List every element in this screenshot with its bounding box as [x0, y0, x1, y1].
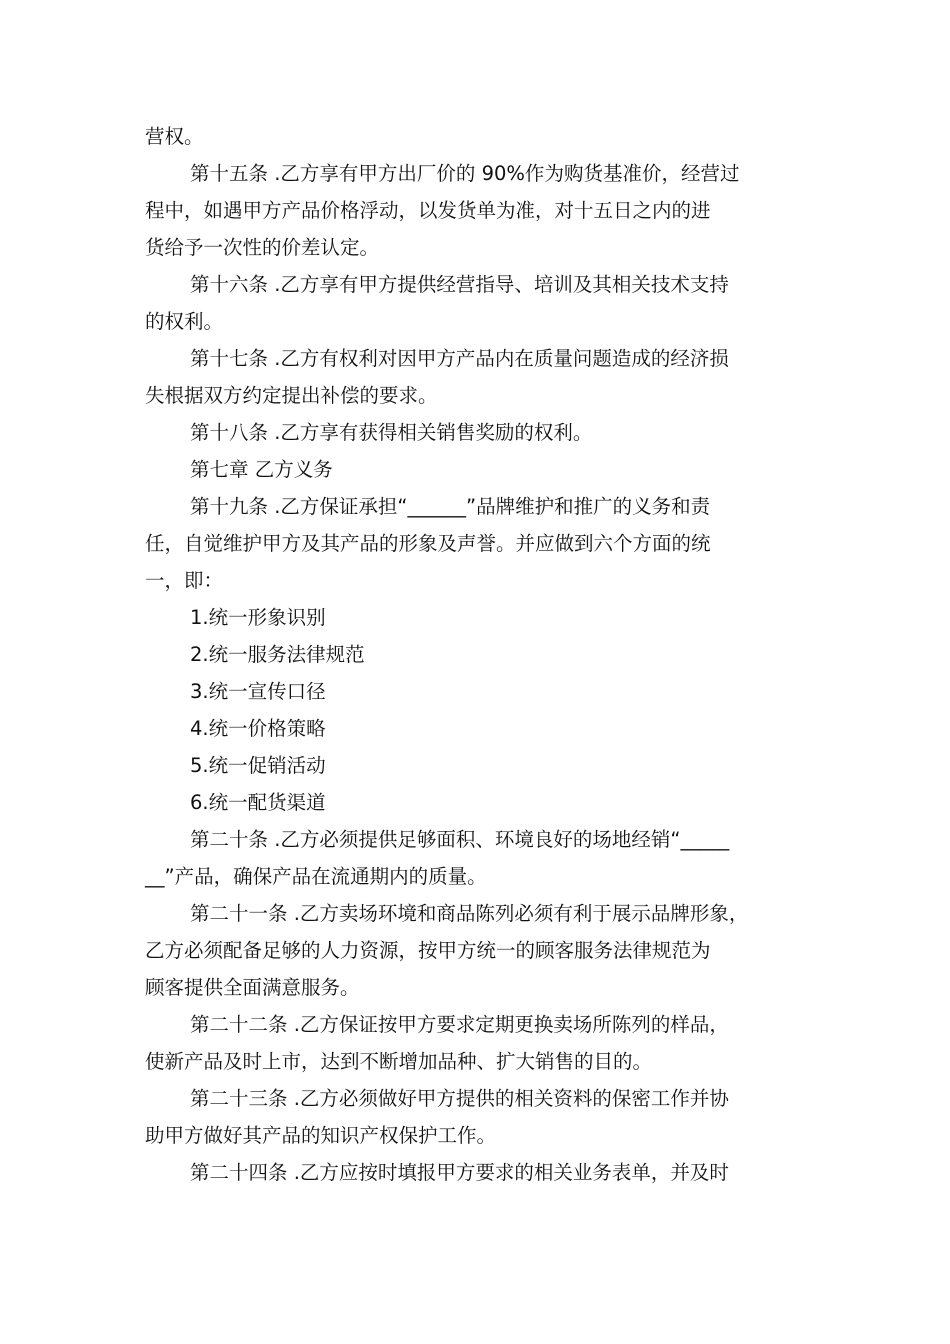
- list-item: 5.统一促销活动: [190, 754, 326, 777]
- article-23-line: 第二十三条 .乙方必须做好甲方提供的相关资料的保密工作并协: [190, 1087, 729, 1110]
- text-line: 助甲方做好其产品的知识产权保护工作。: [145, 1124, 497, 1147]
- list-item: 3.统一宣传口径: [190, 680, 326, 703]
- text-line: __”产品，确保产品在流通期内的质量。: [145, 865, 487, 888]
- text-line: 乙方必须配备足够的人力资源，按甲方统一的顾客服务法律规范为: [145, 939, 711, 962]
- text-line: 货给予一次性的价差认定。: [145, 236, 380, 259]
- text-line: 营权。: [145, 125, 204, 148]
- list-item: 2.统一服务法律规范: [190, 643, 365, 666]
- text-line: 任，自觉维护甲方及其产品的形象及声誉。并应做到六个方面的统: [145, 532, 711, 555]
- text-line: 失根据双方约定提出补偿的要求。: [145, 384, 438, 407]
- text-line: 顾客提供全面满意服务。: [145, 976, 360, 999]
- article-16-line: 第十六条 .乙方享有甲方提供经营指导、培训及其相关技术支持: [190, 273, 729, 296]
- text-line: 一，即：: [145, 569, 224, 592]
- article-19-line: 第十九条 .乙方保证承担“______”品牌维护和推广的义务和责: [190, 495, 711, 518]
- article-22-line: 第二十二条 .乙方保证按甲方要求定期更换卖场所陈列的样品，: [190, 1013, 729, 1036]
- text-line: 的权利。: [145, 310, 224, 333]
- list-item: 6.统一配货渠道: [190, 791, 326, 814]
- text-line: 程中，如遇甲方产品价格浮动，以发货单为准，对十五日之内的进: [145, 199, 711, 222]
- article-21-line: 第二十一条 .乙方卖场环境和商品陈列必须有利于展示品牌形象，: [190, 902, 749, 925]
- text-line: 使新产品及时上市，达到不断增加品种、扩大销售的目的。: [145, 1050, 653, 1073]
- article-15-line: 第十五条 .乙方享有甲方出厂价的 90%作为购货基准价，经营过: [190, 162, 740, 185]
- article-24-line: 第二十四条 .乙方应按时填报甲方要求的相关业务表单，并及时: [190, 1161, 729, 1184]
- chapter-7-heading: 第七章 乙方义务: [190, 458, 333, 481]
- article-17-line: 第十七条 .乙方有权利对因甲方产品内在质量问题造成的经济损: [190, 347, 729, 370]
- article-18-line: 第十八条 .乙方享有获得相关销售奖励的权利。: [190, 421, 593, 444]
- list-item: 1.统一形象识别: [190, 606, 326, 629]
- list-item: 4.统一价格策略: [190, 717, 326, 740]
- article-20-line: 第二十条 .乙方必须提供足够面积、环境良好的场地经销“_____: [190, 828, 730, 851]
